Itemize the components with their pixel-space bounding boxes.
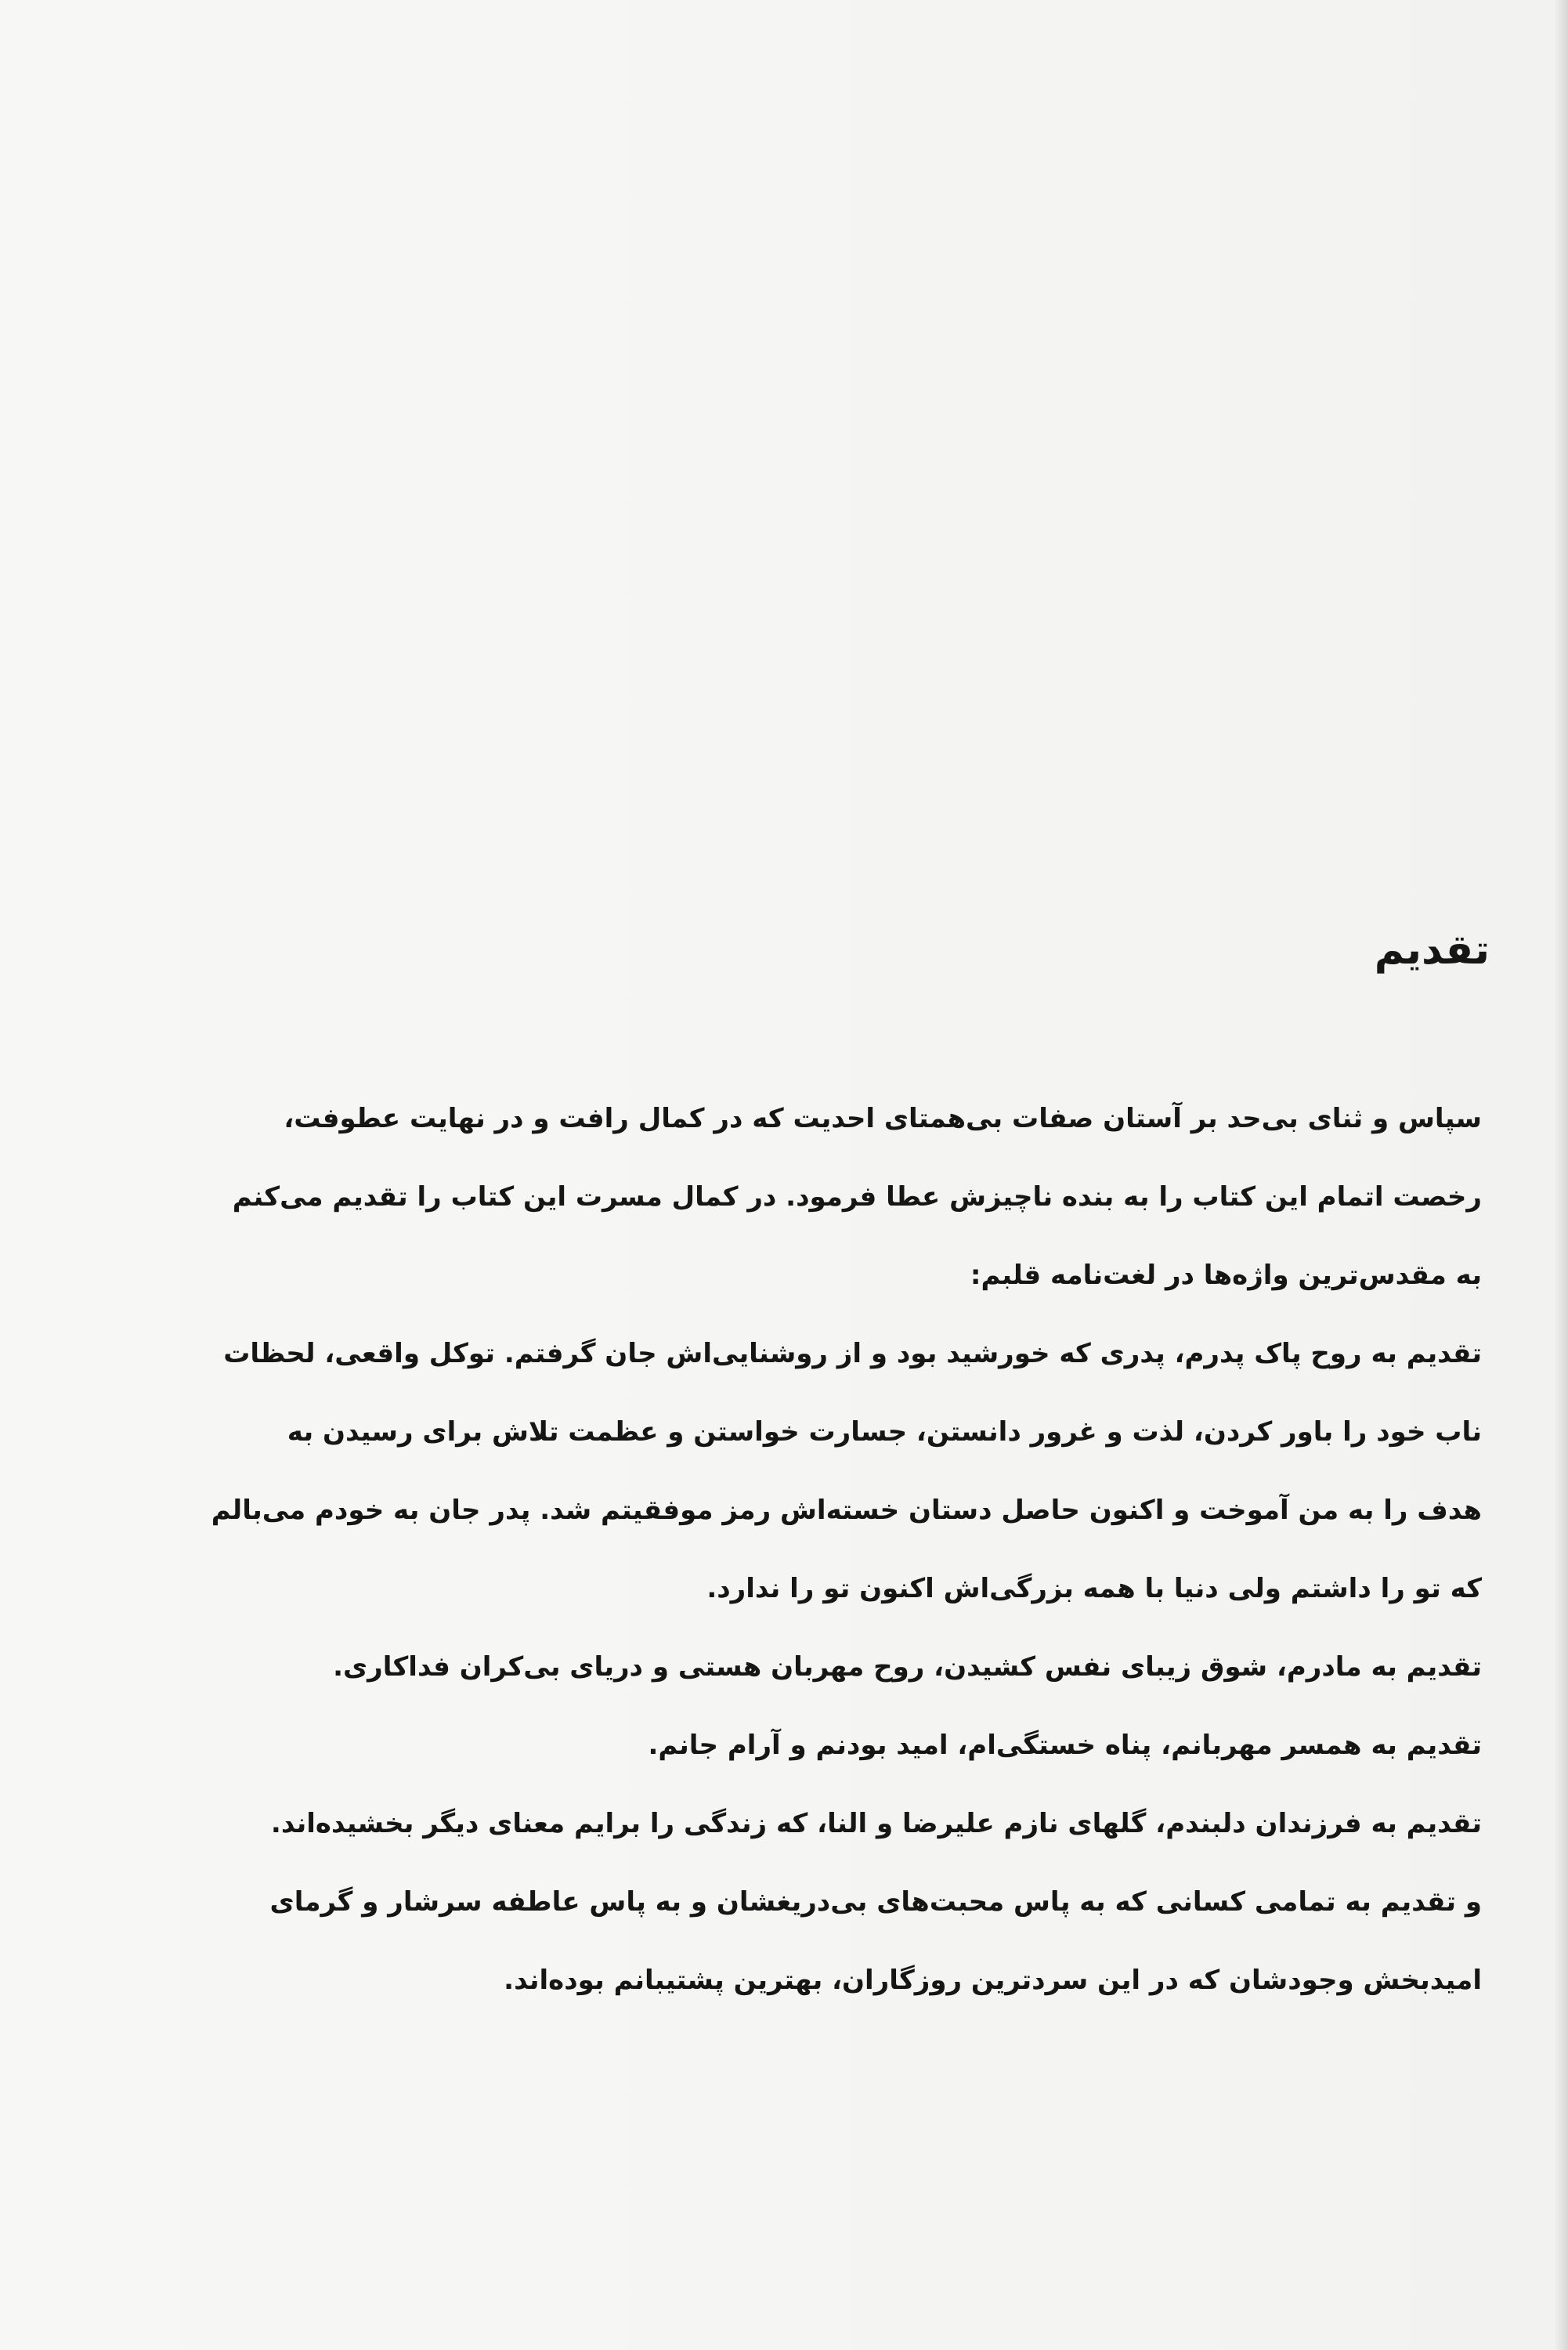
- text-line: ناب خود را باور کردن، لذت و غرور دانستن، جسارت خواستن و عظمت تلاش برای رسیدن به: [287, 1416, 1482, 1448]
- text-line: هدف را به من آموخت و اکنون حاصل دستان خسته‌اش رمز موفقیتم شد. پدر جان به خودم می‌بالم: [211, 1495, 1482, 1526]
- text-line: که تو را داشتم ولی دنیا با همه بزرگی‌اش اکنون تو را ندارد.: [706, 1573, 1482, 1604]
- page-title: تقدیم: [1374, 927, 1490, 974]
- text-line: سپاس و ثنای بی‌حد بر آستان صفات بی‌همتای احدیت که در کمال رافت و در نهایت عطوفت،: [284, 1103, 1482, 1134]
- text-line: امیدبخش وجودشان که در این سردترین روزگاران، بهترین پشتیبانم بوده‌اند.: [504, 1965, 1482, 1996]
- text-line: تقدیم به فرزندان دلبندم، گلهای نازم علیرضا و النا، که زندگی را برایم معنای دیگر بخشیده‌اند.: [270, 1808, 1482, 1839]
- dedication-text: [162, 1079, 1482, 2019]
- text-line: تقدیم به همسر مهربانم، پناه خستگی‌ام، امید بودنم و آرام جانم.: [648, 1730, 1482, 1761]
- text-line: به مقدس‌ترین واژه‌ها در لغت‌نامه قلبم:: [970, 1260, 1482, 1291]
- text-line: و تقدیم به تمامی کسانی که به پاس محبت‌های بی‌دریغشان و به پاس عاطفه سرشار و گرمای: [269, 1886, 1482, 1918]
- text-line: تقدیم به مادرم، شوق زیبای نفس کشیدن، روح مهربان هستی و دریای بی‌کران فداکاری.: [333, 1651, 1482, 1683]
- page-edge-shadow: [1554, 0, 1568, 2350]
- text-line: رخصت اتمام این کتاب را به بنده ناچیزش عطا فرمود. در کمال مسرت این کتاب را تقدیم می‌کنم: [232, 1181, 1482, 1213]
- text-line: تقدیم به روح پاک پدرم، پدری که خورشید بود و از روشنایی‌اش جان گرفتم. توکل واقعی، لحظات: [223, 1338, 1482, 1369]
